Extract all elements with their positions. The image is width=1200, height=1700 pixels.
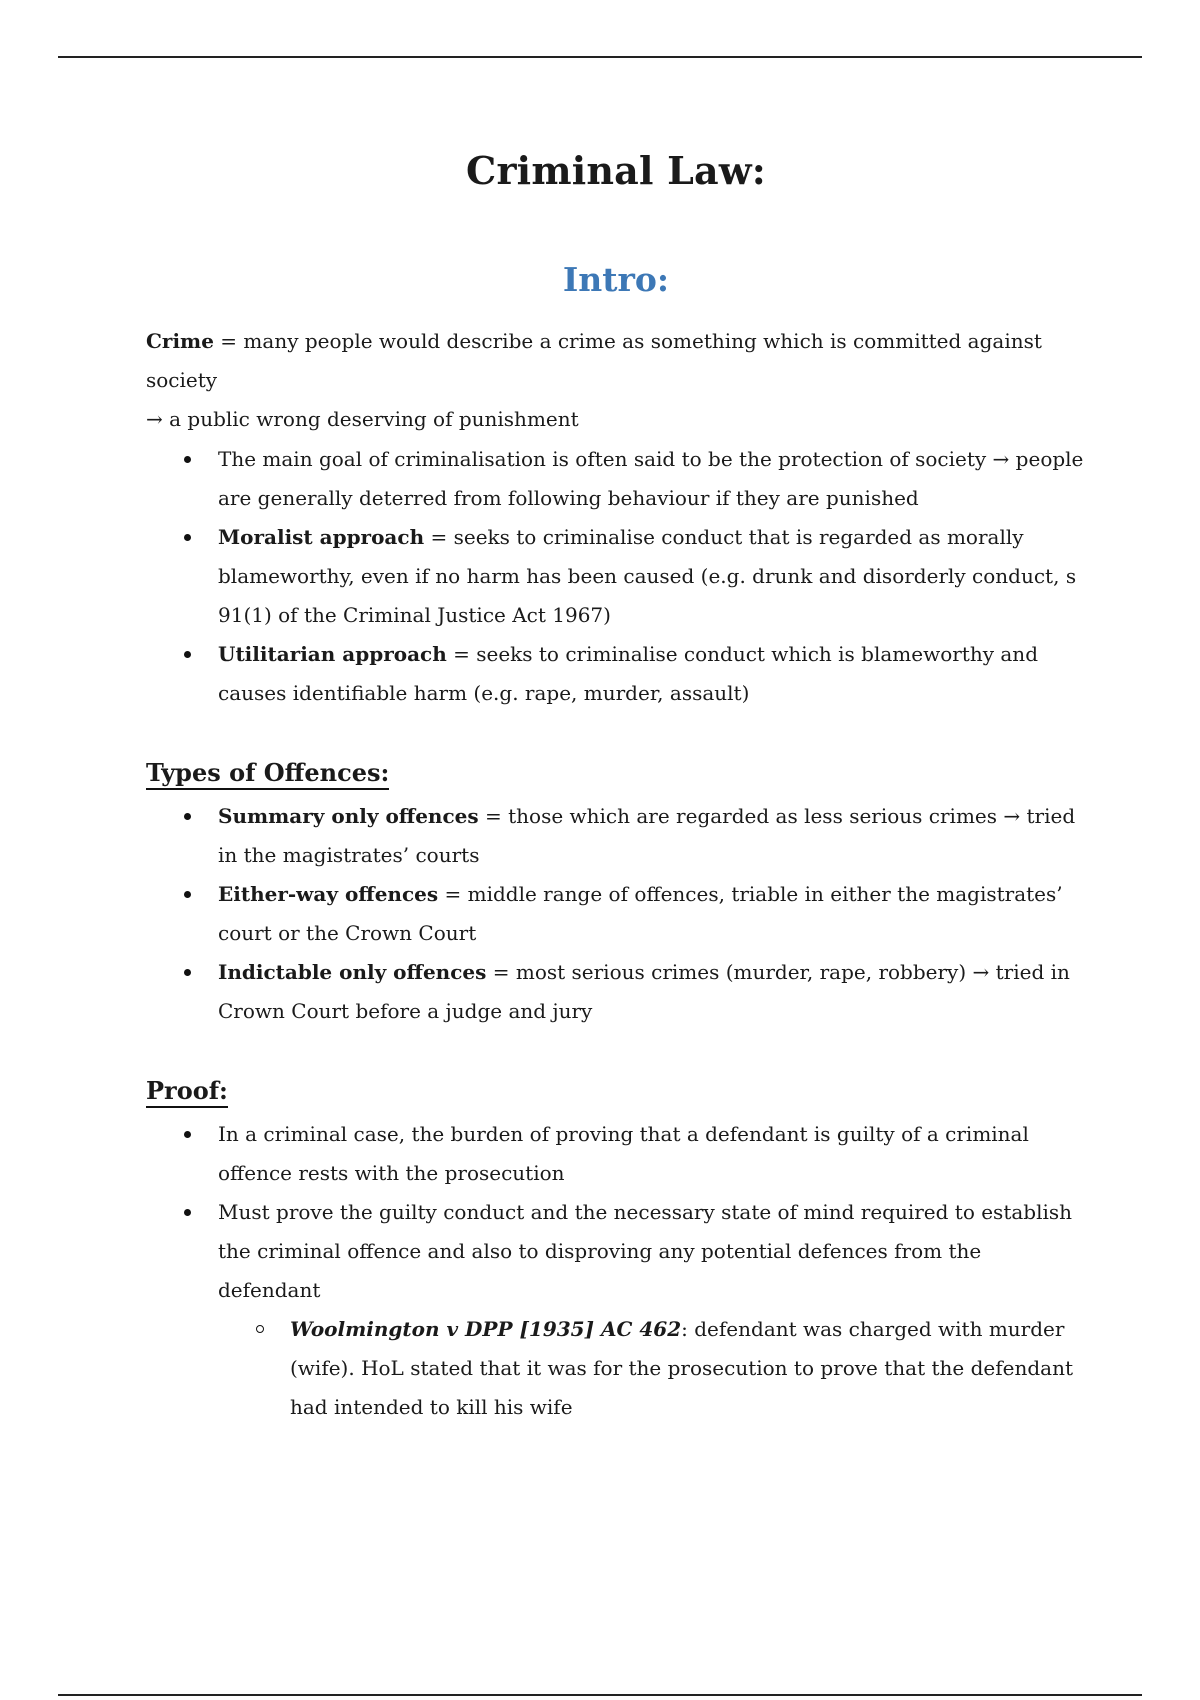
- offences-list: [146, 797, 1086, 1031]
- crime-definition: [146, 322, 1086, 439]
- list-item: Summary only offences = those which are regarded as less serious crimes → tried in the magistrates’ courts: [146, 797, 1086, 875]
- list-item: Indictable only offences = most serious crimes (murder, rape, robbery) → tried in Crown Court before a judge and jury: [146, 953, 1086, 1031]
- crime-definition-text: = many people would describe a crime as something which is committed against society: [146, 329, 1042, 392]
- crime-definition-line2: → a public wrong deserving of punishment: [146, 407, 579, 431]
- list-item: The main goal of criminalisation is often said to be the protection of society → people are generally deterred from following behaviour if they are punished: [146, 440, 1086, 518]
- list-item: Moralist approach = seeks to criminalise conduct that is regarded as morally blameworthy, even if no harm has been caused (e.g. drunk and disorderly conduct, s 91(1) of the Criminal Justice Act 1967): [146, 518, 1086, 635]
- offences-section: [146, 758, 1086, 790]
- list-item: Either-way offences = middle range of offences, triable in either the magistrates’ court or the Crown Court: [146, 875, 1086, 953]
- proof-heading: Proof:: [146, 1076, 228, 1108]
- intro-heading: Intro:: [562, 260, 670, 299]
- case-citation: Woolmington v DPP [1935] AC 462: [290, 1317, 682, 1341]
- bottom-rule: [58, 1694, 1142, 1696]
- intro-list: [146, 440, 1086, 713]
- list-item: Must prove the guilty conduct and the necessary state of mind required to establish the criminal offence and also to disproving any potential defences from the defendant: [146, 1193, 1086, 1310]
- sub-list-item: Woolmington v DPP [1935] AC 462: defendant was charged with murder (wife). HoL stated that it was for the prosecution to prove that the defendant had intended to kill his wife: [146, 1310, 1086, 1427]
- proof-list: [146, 1115, 1086, 1427]
- document-title: Criminal Law:: [466, 148, 766, 193]
- offences-heading: Types of Offences:: [146, 758, 389, 790]
- proof-section: [146, 1076, 1086, 1108]
- top-rule: [58, 56, 1142, 58]
- list-item: In a criminal case, the burden of proving that a defendant is guilty of a criminal offence rests with the prosecution: [146, 1115, 1086, 1193]
- list-item: Utilitarian approach = seeks to criminalise conduct which is blameworthy and causes identifiable harm (e.g. rape, murder, assault): [146, 635, 1086, 713]
- crime-term: Crime: [146, 329, 214, 353]
